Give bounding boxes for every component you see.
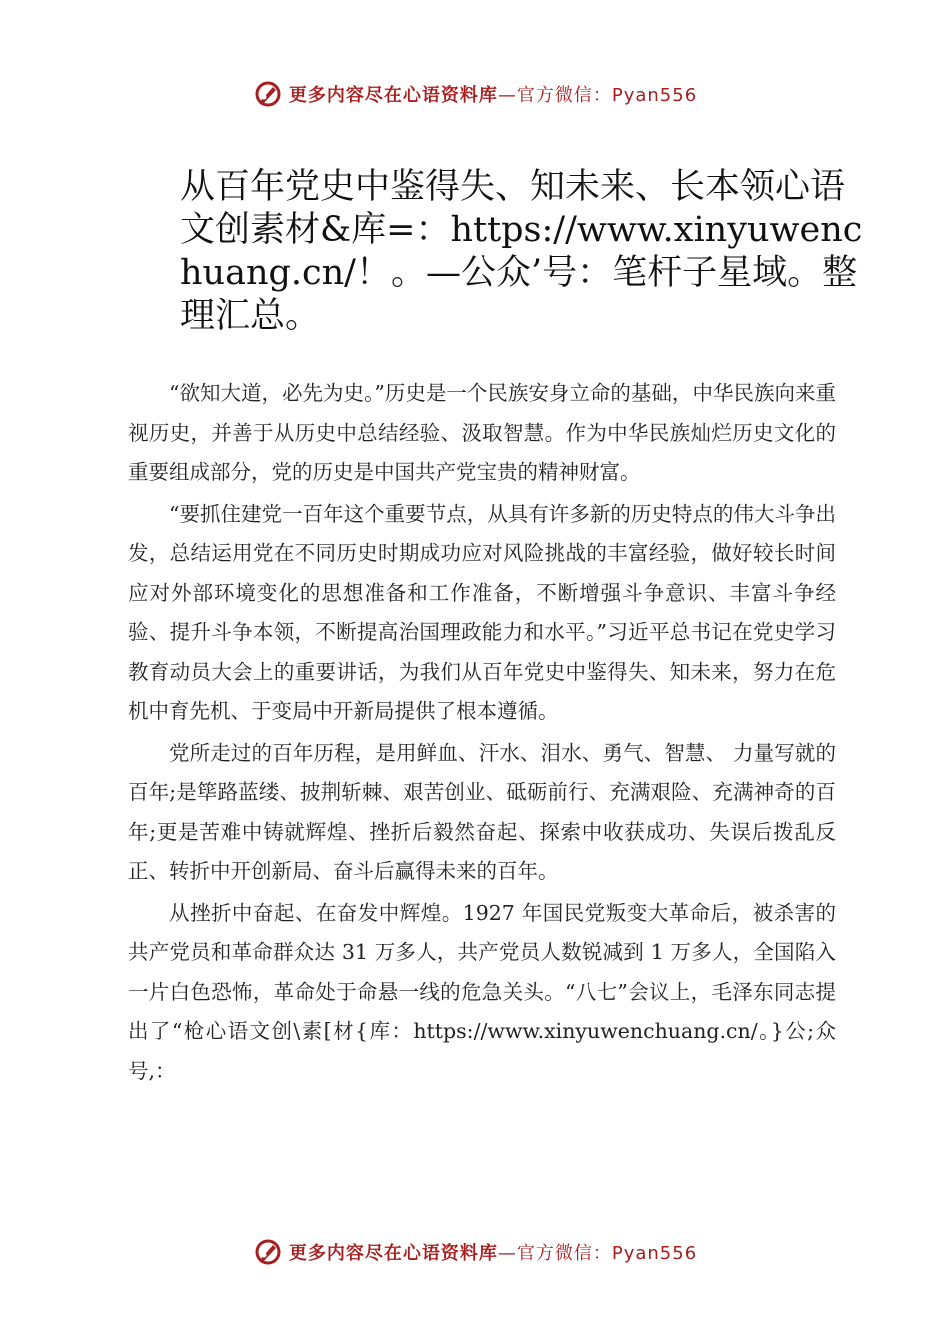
paragraph: “欲知大道，必先为史。”历史是一个民族安身立命的基础，中华民族向来重视历史，并善于从历史中总结经验、汲取智慧。作为中华民族灿烂历史文化的重要组成部分，党的历史是中国共产党宝贵的精神财富。 (128, 381, 836, 484)
document-body (128, 374, 836, 1093)
paragraph: 从挫折中奋起、在奋发中辉煌。1927 年国民党叛变大革命后，被杀害的共产党员和革命群众达 31 万多人，共产党员人数锐减到 1 万多人，全国陷入一片白色恐怖，革命处于命悬一线的危急关头。“八七”会议上，毛泽东同志提出了“枪心语文创\素[材{库：https://www.xinyuwenchuang.cn/。}公;众号,： (128, 900, 836, 1083)
paragraph: 党所走过的百年历程，是用鲜血、汗水、泪水、勇气、智慧、 力量写就的百年;是筚路蓝缕、披荆斩棘、艰苦创业、砥砺前行、充满艰险、充满神奇的百年;更是苦难中铸就辉煌、挫折后毅然奋起、探索中收获成功、失误后拨乱反正、转折中开创新局、奋斗后赢得未来的百年。 (128, 740, 836, 883)
brush-logo-icon (253, 1237, 283, 1267)
banner-main-text: 更多内容尽在心语资料库 (288, 85, 498, 106)
banner-main-text: 更多内容尽在心语资料库 (288, 1243, 498, 1264)
brush-logo-icon (253, 79, 283, 109)
header-banner (0, 74, 950, 114)
footer-banner (0, 1232, 950, 1272)
document-title: 从百年党史中鉴得失、知未来、长本领心语文创素材&库=：https://www.xinyuwenchuang.cn/！。—公众’号：笔杆子星域。整理汇总。 (180, 167, 863, 336)
banner-wechat-text: —官方微信：Pyan556 (497, 1243, 698, 1264)
banner-wechat-text: —官方微信：Pyan556 (497, 85, 698, 106)
paragraph: “要抓住建党一百年这个重要节点，从具有许多新的历史特点的伟大斗争出发，总结运用党在不同历史时期成功应对风险挑战的丰富经验，做好较长时间应对外部环境变化的思想准备和工作准备，不断增强斗争意识、丰富斗争经验、提升斗争本领，不断提高治国理政能力和水平。”习近平总书记在党史学习教育动员大会上的重要讲话，为我们从百年党史中鉴得失、知未来，努力在危机中育先机、于变局中开新局提供了根本遵循。 (128, 501, 836, 723)
